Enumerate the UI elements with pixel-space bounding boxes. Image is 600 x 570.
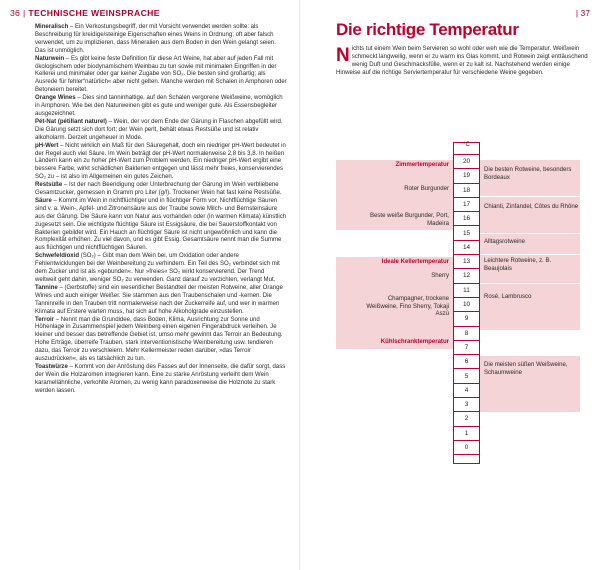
intro-text: ichts tut einem Wein beim Servieren so wohl oder weh wie die Temperatur. Weißwein schmeckt langweilig, wenn er zu warm ins Glas kommt, und Rotwein zeigt enttäuschend wenig Duft und Geschmacksfülle, wenn er zu kalt ist. Nachstehend werden einige Hinweise auf die richtige Serviertemperatur für verschiedene Weine gegeben.: [336, 46, 588, 76]
glossary-term: pH-Wert: [35, 142, 59, 149]
zone-cellar-heading: Ideale Kellertemperatur: [381, 259, 449, 265]
scale-tick-1: 1: [454, 427, 479, 441]
glossary-term: Säure: [35, 197, 52, 204]
glossary-definition: – Wein, der vor dem Ende der Gärung in Flaschen abgefüllt wird. Die Gärung setzt sich dort fort; der Wein perlt, behält etwas Restsüße und ist relativ alkoholarm. Derzeit ungeheuer in Mode.: [35, 118, 283, 141]
scale-tick-8: 8: [454, 327, 479, 341]
glossary-definition: – Kommt im Wein in nichtflüchtiger und in flüchtiger Form vor. Nichtflüchtige Säuren sind v. a. Wein-, Apfel- und Zitronensäure aus der Traube sowie Milch- und Bernsteinsäure aus der Gärung. Die Säure kann von Natur aus vorhanden oder (in warmen Klimata) künstlich zugesetzt sein. Die wichtigste flüchtige Säure ist Essigsäure, die bei Sauerstoffkontakt von Bakterien gebildet wird. Ein Hauch an flüchtiger Säure ist nicht ungewöhnlich und kann die Komplexität erhöhen. Zu viel davon, und es gibt Essig. Gesamtsäure nennt man die Summe aus flüchtigen und nichtflüchtigen Säuren.: [35, 197, 287, 252]
glossary-term: Restsüße: [35, 182, 63, 189]
label-chianti: Chianti, Zinfandel, Côtes du Rhône: [480, 197, 580, 233]
scale-tick-18: 18: [454, 184, 479, 198]
thermometer-scale: [453, 142, 480, 464]
label-beste-rotweine: Die besten Rotweine, besonders Bordeaux: [480, 160, 580, 196]
zone-room-heading: Zimmertemperatur: [395, 162, 449, 168]
glossary-definition: – (Gerbstoffe) sind ein wesentlicher Bestandteil der meisten Rotweine, aller Orange Wines und auch einiger Weißer. Sie stammen aus den Traubenschalen und -kernen. Die Tanninreife in den Trauben tritt normalerweise nach der Zuckerreife auf, und wer in warmen Klimata auf Erstere warten muss, hat sich auf hohe Alkoholgrade einzustellen.: [35, 284, 283, 315]
label-suesse-weisse: Die meisten süßen Weißweine, Schaumweine: [480, 356, 580, 412]
left-page-number: 36: [10, 8, 20, 18]
glossary-term: Naturwein: [35, 55, 65, 62]
glossary-term: Toastwürze: [35, 363, 68, 370]
unit-label: °C: [463, 142, 470, 148]
right-page: [300, 0, 600, 570]
glossary-entry: [35, 285, 287, 317]
glossary-term: Tannine: [35, 284, 58, 291]
glossary-definition: – Nicht wirklich ein Maß für den Säuregehalt, doch ein niedriger pH-Wert bedeutet in der Regel auch viel Säure. Im Wein beträgt der pH-Wert normalerweise 2,8 bis 3,8. In heißen Ländern kann ein zu hoher pH-Wert zum Problem werden. Ein niedriger pH-Wert ergibt eine bessere Farbe, wirkt schädlichen Bakterien entgegen und lässt mehr freies, konservierendes SO₂ zu – ist also im Allgemeinen ein gutes Zeichen.: [35, 142, 286, 181]
label-rose: Rosé, Lambrusco: [480, 284, 580, 330]
label-sherry: Sherry: [431, 273, 449, 279]
header-separator: |: [22, 8, 26, 18]
label-leichtere: Leichtere Rotweine, z. B. Beaujolais: [480, 255, 580, 283]
label-champagner: Champagner, trockene Weißweine, Fino Sherry, Tokaji Aszú: [366, 296, 449, 317]
scale-tick-12: 12: [454, 269, 479, 283]
right-page-number: 37: [580, 8, 590, 18]
glossary-definition: (SO₂) – Gibt man dem Wein bei, um Oxidation oder andere Fehlentwicklungen bei der Weinbereitung zu verhindern. Ein Teil des SO₂ verbindet sich mit dem Zucker und ist als »gebunden«. Nur »freies« SO₂ wirkt konservierend. Der Trend weltweit geht dahin, weniger SO₂ zu verwenden. Ganz darauf zu verzichten, verlangt Mut.: [35, 253, 280, 283]
glossary-entry: [35, 95, 287, 119]
scale-tick-2: 2: [454, 412, 479, 426]
scale-tick-15: 15: [454, 227, 479, 241]
scale-tick-11: 11: [454, 284, 479, 298]
intro-paragraph: [336, 46, 590, 78]
glossary-definition: – Dies sind tanninhaltige, auf den Schalen vergorene Weißweine, womöglich in Amphoren. Wie bei den Naturweinen gibt es gute und weniger gute. Als Essensbegleiter ausgezeichnet.: [35, 95, 283, 117]
section-title: TECHNISCHE WEINSPRACHE: [28, 8, 160, 18]
glossary-entry: [35, 119, 287, 143]
scale-tick-10: 10: [454, 298, 479, 312]
glossary-term: Pét-Nat (pétillant naturel): [35, 118, 107, 125]
glossary-entry: [35, 364, 287, 396]
scale-tick-16: 16: [454, 212, 479, 226]
label-beste-weisse: Beste weiße Burgunder, Port, Madeira: [370, 213, 449, 227]
glossary-definition: – Kommt von der Anröstung des Fasses auf der Innenseite, die dafür sorgt, dass der Wein die Holzaromen integrieren kann. Eine zu starke Anröstung verleiht dem Wein karamellähnliche, verkohlte Aromen, zu wenig kann paradoxerweise die Holznote zu stark werden lassen.: [35, 363, 286, 394]
glossary-term: Terroir: [35, 316, 55, 323]
glossary-term: Schwefeldioxid: [35, 253, 80, 260]
glossary-definition: – Es gibt keine feste Definition für diese Art Weine, hat aber auf jeden Fall mit ökologischem oder biodynamischem Weinbau zu tun sowie mit minimalen Eingriffen in der Kellerei und minimaler oder gar keiner Zugabe von SO₂. Die besten sind großartig; als Ausrede für fehler“natürlich« aber nicht gelten. Manche werden mit Schalen in Amphoren oder Betoneiern bereitet.: [35, 55, 287, 94]
glossary-entry: [35, 143, 287, 183]
scale-tick-6: 6: [454, 355, 479, 369]
scale-tick-17: 17: [454, 198, 479, 212]
label-roter-burgunder: Roter Burgunder: [404, 186, 449, 192]
scale-tick-20: 20: [454, 155, 479, 169]
glossary-definition: – Ein Verkostungsbegriff, der mit Vorsicht verwendet werden sollte: als Beschreibung für kreidige/steinige Eigenschaften eines Weins in Ordnung; oft aber falsch verwendet, um zu implizieren, dass Mineralien aus dem Boden in den Wein gelangt seien. Das ist unmöglich.: [35, 24, 276, 54]
glossary-term: Mineralisch: [35, 24, 69, 30]
header-separator-right: |: [575, 8, 579, 18]
page-title: Die richtige Temperatur: [336, 20, 519, 39]
glossary-definition: – Nennt man die Grundidee, dass Boden, Klima, Ausrichtung zur Sonne und Höhenlage in Zusammenspiel jedem Weinberg einen eigenen Fingerabdruck verleihen. Je kleiner und besser das betreffende Gebiet ist, umso mehr gewinnt das Terroir an Bedeutung. Hohe Erträge, überreife Trauben, stark interventionistische Weinbereitung usw. tendieren dazu, das Terroir zu verschleiern. Mehr Kellermeister reden darüber, »das Terroir auszudrücken«, als es tatsächlich zu tun.: [35, 316, 283, 363]
label-alltag: Alltagsrotweine: [480, 234, 580, 254]
drop-cap: N: [336, 45, 350, 66]
glossary-entry: [35, 317, 287, 364]
scale-tick-3: 3: [454, 398, 479, 412]
scale-tick-13: 13: [454, 255, 479, 269]
scale-tick-14: 14: [454, 241, 479, 255]
zone-fridge-heading: Kühlschranktemperatur: [380, 339, 449, 345]
glossary-entry: [35, 24, 287, 56]
glossary-entry: [35, 253, 287, 285]
scale-tick-0: 0: [454, 441, 479, 455]
glossary-entry: [35, 56, 287, 96]
right-running-header: [576, 8, 590, 18]
glossary-definition: – Ist der nach Beendigung oder Unterbrechung der Gärung im Wein verbliebene Gesamtzucker, gemessen in Gramm pro Liter (g/l). Trockener Wein hat fast keine Restsüße.: [35, 182, 282, 197]
glossary-entry: [35, 198, 287, 253]
glossary-entry: [35, 182, 287, 198]
scale-tick-7: 7: [454, 341, 479, 355]
glossary-column: [35, 24, 287, 396]
scale-tick-19: 19: [454, 169, 479, 183]
scale-tick-9: 9: [454, 312, 479, 326]
scale-tick-5: 5: [454, 370, 479, 384]
scale-tick-4: 4: [454, 384, 479, 398]
left-running-header: [10, 8, 160, 18]
glossary-term: Orange Wines: [35, 95, 76, 102]
